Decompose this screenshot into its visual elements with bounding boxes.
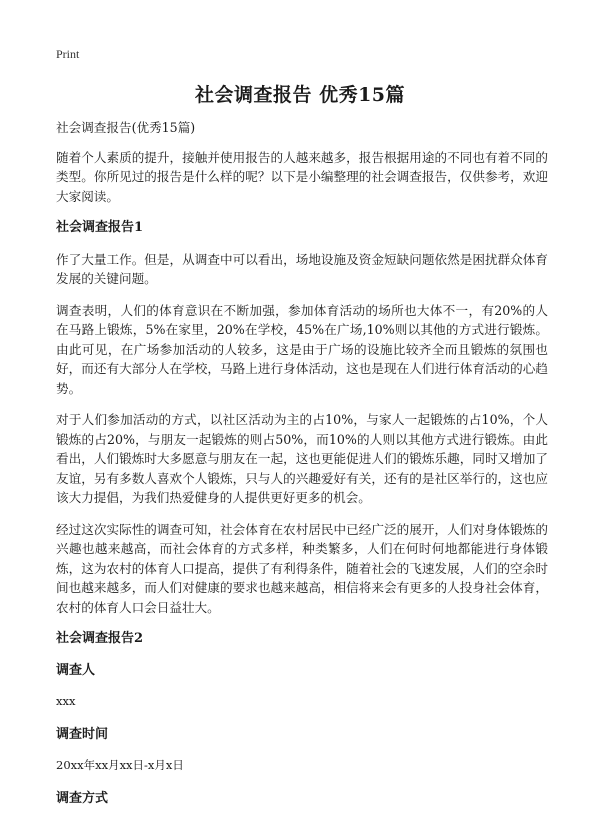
section-1-paragraph-3: 对于人们参加活动的方式，以社区活动为主的占10%，与家人一起锻炼的占10%，个人锻炼的占20%，与朋友一起锻炼的则占50%，而10%的人则以其他方式进行锻炼。由此看出，人们锻炼时大多愿意与朋友在一起，这也更能促进人们的锻炼乐趣，同时又增加了友谊，另有多数人喜欢个人锻炼，只与人的兴趣爱好有关，还有的是社区举行的，这也应该大力提倡，为我们热爱健身的人提供更好更多的机会。: [56, 412, 548, 505]
print-label: Print: [56, 47, 80, 61]
investigator-value: xxx: [56, 694, 76, 708]
investigator-label: 调查人: [56, 662, 96, 678]
document-subtitle: 社会调查报告(优秀15篇): [56, 120, 196, 135]
document-title: 社会调查报告 优秀15篇: [194, 84, 406, 106]
section-1-paragraph-2: 调查表明，人们的体育意识在不断加强，参加体育活动的场所也大体不一，有20%的人在马路上锻炼，5%在家里，20%在学校，45%在广场,10%则以其他的方式进行锻炼。由此可见，在广场参加活动的人较多，这是由于广场的设施比较齐全而且锻炼的氛围也好，而还有大部分人在学校，马路上进行身体活动，这也是现在人们进行体育活动的心趋势。: [56, 302, 548, 396]
intro-paragraph: 随着个人素质的提升，接触并使用报告的人越来越多，报告根据用途的不同也有着不同的类型。你所见过的报告是什么样的呢？以下是小编整理的社会调查报告，仅供参考，欢迎大家阅读。: [56, 149, 548, 204]
survey-time-label: 调查时间: [56, 726, 109, 742]
section-1-paragraph-4: 经过这次实际性的调查可知，社会体育在农村居民中已经广泛的展开，人们对身体锻炼的兴趣也越来越高，而社会体育的方式多样，种类繁多，人们在何时何地都能进行身体锻炼，这为农村的体育人口提高，提供了有利得条件，随着社会的飞速发展，人们的空余时间也越来越多，而人们对健康的要求也越来越高，相信将来会有更多的人投身社会体育，农村的体育人口会日益壮大。: [56, 521, 548, 615]
section-2-heading: 社会调查报告2: [56, 631, 144, 646]
document-body: [56, 118, 548, 820]
survey-time-value: 20xx年xx月xx日-x月x日: [56, 758, 184, 772]
survey-method-label: 调查方式: [56, 790, 109, 806]
section-1-heading: 社会调查报告1: [56, 220, 144, 235]
section-1-paragraph-1: 作了大量工作。但是，从调查中可以看出，场地设施及资金短缺问题依然是困扰群众体育发展的关键问题。: [56, 251, 548, 286]
